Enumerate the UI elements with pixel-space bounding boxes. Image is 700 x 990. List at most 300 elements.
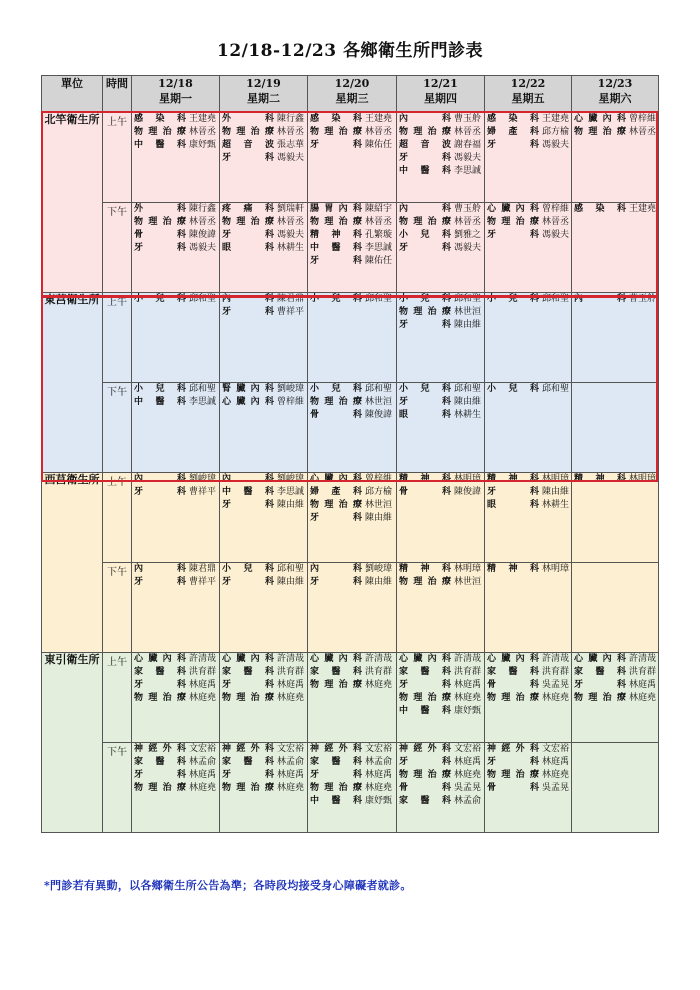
clinic-entry — [397, 473, 484, 486]
clinic-entry — [397, 666, 484, 679]
schedule-cell — [132, 563, 220, 653]
schedule-cell — [132, 113, 220, 203]
clinic-entry — [397, 653, 484, 666]
center-block — [42, 113, 659, 293]
clinic-entry — [397, 306, 484, 319]
department-label: 牙 科 — [487, 140, 539, 150]
time-slot-label: 上午 — [103, 293, 132, 383]
doctor-name: 陳由維 — [542, 487, 570, 497]
doctor-name: 馮毅夫 — [542, 230, 570, 240]
day-weekday: 星期一 — [159, 92, 192, 105]
doctor-name: 陳君鼎 — [189, 564, 217, 574]
doctor-name: 林庭堯 — [454, 770, 482, 780]
clinic-entry — [308, 396, 396, 409]
clinic-entry — [308, 576, 396, 589]
time-slot-label: 上午 — [103, 473, 132, 563]
doctor-name: 邱和聖 — [454, 384, 482, 394]
clinic-entry — [220, 563, 307, 576]
schedule-cell — [397, 113, 485, 203]
department-label: 骨 科 — [399, 783, 451, 793]
doctor-name: 陳俊諱 — [189, 230, 217, 240]
clinic-entry — [308, 679, 396, 692]
clinic-entry — [132, 576, 219, 589]
clinic-entry — [308, 126, 396, 139]
clinic-entry — [132, 653, 219, 666]
day-date: 12/18 — [158, 77, 193, 90]
clinic-entry — [132, 203, 219, 216]
schedule-cell — [132, 383, 220, 473]
time-header: 時間 — [103, 76, 132, 113]
clinic-entry — [132, 229, 219, 242]
department-label: 心臟內科 — [487, 204, 539, 214]
clinic-entry — [220, 666, 307, 679]
schedule-cell — [397, 743, 485, 833]
clinic-entry — [485, 203, 571, 216]
department-label: 物理治療 — [574, 127, 626, 137]
clinic-entry — [220, 203, 307, 216]
department-label: 牙 科 — [134, 680, 186, 690]
clinic-entry — [308, 473, 396, 486]
department-label: 物理治療 — [310, 500, 362, 510]
department-label: 物理治療 — [134, 693, 186, 703]
clinic-entry — [220, 769, 307, 782]
clinic-entry — [308, 756, 396, 769]
schedule-cell — [572, 563, 659, 653]
clinic-entry — [572, 293, 658, 306]
department-label: 物理治療 — [487, 693, 539, 703]
time-slot-label: 上午 — [103, 653, 132, 743]
clinic-entry — [485, 653, 571, 666]
department-label: 物理治療 — [310, 217, 362, 227]
doctor-name: 許清哉 — [365, 654, 393, 664]
doctor-name: 文宏裕 — [542, 744, 570, 754]
doctor-name: 許清哉 — [542, 654, 570, 664]
health-center-name: 東引衛生所 — [42, 653, 103, 833]
department-label: 骨 科 — [134, 230, 186, 240]
doctor-name: 陳行鑫 — [277, 114, 305, 124]
clinic-entry — [485, 563, 571, 576]
department-label: 物理治療 — [310, 783, 362, 793]
schedule-row — [42, 743, 659, 833]
doctor-name: 林庭堯 — [365, 783, 393, 793]
doctor-name: 陳君鼎 — [277, 294, 305, 304]
schedule-cell — [308, 563, 397, 653]
day-header — [572, 76, 659, 113]
doctor-name: 邱和聖 — [189, 294, 217, 304]
doctor-name: 林世洹 — [365, 500, 393, 510]
clinic-entry — [132, 242, 219, 255]
department-label: 神經外科 — [399, 744, 451, 754]
clinic-entry — [397, 743, 484, 756]
doctor-name: 陳由維 — [365, 513, 393, 523]
clinic-entry — [132, 216, 219, 229]
department-label: 牙 科 — [487, 757, 539, 767]
department-label: 心臟內科 — [222, 654, 274, 664]
schedule-cell — [308, 203, 397, 293]
clinic-entry — [220, 293, 307, 306]
doctor-name: 馮毅夫 — [542, 140, 570, 150]
department-label: 中 醫 科 — [310, 243, 362, 253]
clinic-entry — [132, 113, 219, 126]
clinic-entry — [308, 242, 396, 255]
schedule-cell — [485, 113, 572, 203]
department-label: 牙 科 — [222, 500, 274, 510]
clinic-entry — [397, 679, 484, 692]
doctor-name: 洪育群 — [189, 667, 217, 677]
clinic-entry — [220, 756, 307, 769]
department-label: 物理治療 — [399, 217, 451, 227]
doctor-name: 張志華 — [277, 140, 305, 150]
doctor-name: 林庭禹 — [277, 680, 305, 690]
clinic-entry — [397, 242, 484, 255]
schedule-cell — [572, 743, 659, 833]
department-label: 物理治療 — [222, 127, 274, 137]
clinic-entry — [572, 666, 658, 679]
clinic-entry — [220, 113, 307, 126]
clinic-entry — [220, 653, 307, 666]
doctor-name: 邱和聖 — [542, 294, 570, 304]
doctor-name: 曾梓維 — [277, 397, 305, 407]
clinic-entry — [397, 139, 484, 152]
clinic-entry — [485, 769, 571, 782]
clinic-entry — [308, 782, 396, 795]
department-label: 物理治療 — [399, 770, 451, 780]
department-label: 心臟內科 — [399, 654, 451, 664]
department-label: 心臟內科 — [487, 654, 539, 664]
department-label: 物理治療 — [134, 783, 186, 793]
doctor-name: 文宏裕 — [454, 744, 482, 754]
clinic-entry — [397, 486, 484, 499]
schedule-cell — [220, 563, 308, 653]
clinic-entry — [220, 229, 307, 242]
department-label: 物理治療 — [399, 577, 451, 587]
schedule-cell — [308, 383, 397, 473]
doctor-name: 陳俊諱 — [454, 487, 482, 497]
department-label: 腸胃內科 — [310, 204, 362, 214]
schedule-cell — [220, 203, 308, 293]
doctor-name: 王建堯 — [189, 114, 217, 124]
doctor-name: 林明璋 — [454, 474, 482, 484]
center-block — [42, 293, 659, 473]
schedule-cell — [397, 203, 485, 293]
clinic-entry — [132, 756, 219, 769]
clinic-entry — [485, 692, 571, 705]
doctor-name: 林庭堯 — [629, 693, 657, 703]
time-slot-label: 下午 — [103, 563, 132, 653]
doctor-name: 馮毅夫 — [277, 153, 305, 163]
doctor-name: 孔繁璇 — [365, 230, 393, 240]
doctor-name: 邱和聖 — [542, 384, 570, 394]
doctor-name: 劉峻瑋 — [189, 474, 217, 484]
doctor-name: 林晉丞 — [189, 217, 217, 227]
doctor-name: 林孟俞 — [189, 757, 217, 767]
clinic-entry — [397, 383, 484, 396]
department-label: 家 醫 科 — [399, 796, 451, 806]
clinic-entry — [397, 113, 484, 126]
clinic-entry — [308, 795, 396, 808]
clinic-entry — [308, 113, 396, 126]
clinic-entry — [132, 666, 219, 679]
schedule-cell — [485, 473, 572, 563]
schedule-cell — [485, 653, 572, 743]
department-label: 家 醫 科 — [134, 667, 186, 677]
clinic-entry — [220, 306, 307, 319]
clinic-entry — [397, 152, 484, 165]
doctor-name: 康妤甄 — [189, 140, 217, 150]
clinic-entry — [220, 692, 307, 705]
department-label: 婦 產 科 — [487, 127, 539, 137]
clinic-entry — [308, 203, 396, 216]
schedule-row — [42, 113, 659, 203]
department-label: 物理治療 — [134, 217, 186, 227]
doctor-name: 林世洹 — [365, 397, 393, 407]
department-label: 物理治療 — [574, 693, 626, 703]
clinic-entry — [397, 692, 484, 705]
clinic-entry — [308, 666, 396, 679]
clinic-entry — [308, 255, 396, 268]
day-weekday: 星期六 — [598, 92, 632, 105]
department-label: 骨 科 — [399, 487, 451, 497]
department-label: 中 醫 科 — [134, 140, 186, 150]
doctor-name: 邱和聖 — [454, 294, 482, 304]
doctor-name: 馮毅夫 — [454, 243, 482, 253]
department-label: 物理治療 — [222, 783, 274, 793]
schedule-cell — [397, 473, 485, 563]
doctor-name: 林庭禹 — [629, 680, 657, 690]
department-label: 心臟內科 — [574, 114, 626, 124]
doctor-name: 陳佑任 — [365, 256, 393, 266]
schedule-row — [42, 203, 659, 293]
department-label: 牙 科 — [399, 153, 451, 163]
day-header — [397, 76, 485, 113]
clinic-entry — [220, 126, 307, 139]
doctor-name: 林庭禹 — [454, 757, 482, 767]
clinic-entry — [397, 203, 484, 216]
schedule-cell — [572, 473, 659, 563]
department-label: 中 醫 科 — [134, 397, 186, 407]
schedule-cell — [220, 383, 308, 473]
doctor-name: 林孟俞 — [365, 757, 393, 767]
department-label: 家 醫 科 — [310, 667, 362, 677]
doctor-name: 李思誠 — [454, 166, 482, 176]
doctor-name: 陳行鑫 — [189, 204, 217, 214]
time-slot-label: 下午 — [103, 383, 132, 473]
department-label: 外 科 — [222, 114, 274, 124]
clinic-entry — [485, 216, 571, 229]
doctor-name: 洪育群 — [629, 667, 657, 677]
clinic-entry — [220, 679, 307, 692]
doctor-name: 文宏裕 — [277, 744, 305, 754]
day-date: 12/22 — [510, 77, 546, 90]
schedule-cell — [485, 563, 572, 653]
doctor-name: 邱方榆 — [542, 127, 570, 137]
clinic-entry — [220, 743, 307, 756]
clinic-entry — [485, 756, 571, 769]
clinic-entry — [308, 409, 396, 422]
department-label: 小 兒 科 — [310, 384, 362, 394]
time-slot-label: 上午 — [103, 113, 132, 203]
clinic-entry — [397, 795, 484, 808]
clinic-entry — [485, 293, 571, 306]
doctor-name: 李思誠 — [189, 397, 217, 407]
doctor-name: 王建堯 — [629, 204, 657, 214]
clinic-entry — [397, 563, 484, 576]
doctor-name: 陳紹宇 — [365, 204, 393, 214]
clinic-entry — [132, 563, 219, 576]
department-label: 中 醫 科 — [399, 166, 451, 176]
doctor-name: 洪育群 — [542, 667, 570, 677]
day-weekday: 星期四 — [424, 92, 457, 105]
time-slot-label: 下午 — [103, 743, 132, 833]
department-label: 心臟內科 — [134, 654, 186, 664]
clinic-entry — [397, 769, 484, 782]
doctor-name: 劉雅之 — [454, 230, 482, 240]
schedule-cell — [308, 653, 397, 743]
department-label: 牙 科 — [134, 487, 186, 497]
doctor-name: 吳孟晃 — [454, 783, 482, 793]
department-label: 骨 科 — [310, 410, 362, 420]
schedule-cell — [220, 473, 308, 563]
schedule-cell — [572, 113, 659, 203]
clinic-entry — [308, 512, 396, 525]
doctor-name: 林世洹 — [454, 307, 482, 317]
doctor-name: 林庭堯 — [542, 693, 570, 703]
center-block — [42, 473, 659, 653]
schedule-row — [42, 653, 659, 743]
doctor-name: 曹祥平 — [277, 307, 305, 317]
clinic-entry — [397, 576, 484, 589]
schedule-cell — [220, 743, 308, 833]
clinic-entry — [132, 679, 219, 692]
doctor-name: 馮毅夫 — [277, 230, 305, 240]
day-date: 12/20 — [334, 77, 370, 90]
schedule-cell — [572, 293, 659, 383]
department-label: 心臟內科 — [574, 654, 626, 664]
clinic-entry — [397, 126, 484, 139]
doctor-name: 林晉丞 — [277, 217, 305, 227]
clinic-entry — [220, 242, 307, 255]
doctor-name: 曾梓維 — [365, 474, 393, 484]
day-date: 12/19 — [246, 77, 281, 90]
doctor-name: 林耕生 — [542, 500, 570, 510]
department-label: 小 兒 科 — [399, 230, 451, 240]
doctor-name: 謝春福 — [454, 140, 482, 150]
department-label: 牙 科 — [222, 307, 274, 317]
schedule-cell — [308, 473, 397, 563]
doctor-name: 林明璋 — [542, 474, 570, 484]
doctor-name: 林庭禹 — [277, 770, 305, 780]
department-label: 感 染 科 — [134, 114, 186, 124]
department-label: 家 醫 科 — [310, 757, 362, 767]
department-label: 牙 科 — [134, 577, 186, 587]
clinic-entry — [397, 165, 484, 178]
doctor-name: 陳由維 — [277, 500, 305, 510]
department-label: 家 醫 科 — [574, 667, 626, 677]
department-label: 中 醫 科 — [310, 796, 362, 806]
department-label: 內 科 — [222, 474, 274, 484]
doctor-name: 林晉丞 — [454, 217, 482, 227]
clinic-entry — [397, 216, 484, 229]
department-label: 物理治療 — [399, 127, 451, 137]
clinic-entry — [132, 396, 219, 409]
clinic-entry — [485, 139, 571, 152]
doctor-name: 邱和聖 — [277, 564, 305, 574]
department-label: 家 醫 科 — [222, 667, 274, 677]
schedule-cell — [485, 383, 572, 473]
clinic-entry — [220, 139, 307, 152]
department-label: 感 染 科 — [310, 114, 362, 124]
clinic-entry — [308, 293, 396, 306]
doctor-name: 曹玉舲 — [454, 114, 482, 124]
department-label: 感 染 科 — [487, 114, 539, 124]
department-label: 眼 科 — [487, 500, 539, 510]
clinic-entry — [397, 782, 484, 795]
doctor-name: 陳佑任 — [365, 140, 393, 150]
department-label: 超 音 波 — [399, 140, 451, 150]
clinic-entry — [485, 666, 571, 679]
department-label: 神經外科 — [310, 744, 362, 754]
department-label: 內 科 — [399, 114, 451, 124]
department-label: 小 兒 科 — [134, 294, 186, 304]
day-header — [132, 76, 220, 113]
clinic-entry — [220, 473, 307, 486]
department-label: 內 科 — [222, 294, 274, 304]
doctor-name: 曾梓維 — [629, 114, 657, 124]
department-label: 牙 科 — [399, 680, 451, 690]
doctor-name: 林庭禹 — [189, 680, 217, 690]
department-label: 牙 科 — [310, 513, 362, 523]
clinic-entry — [485, 473, 571, 486]
doctor-name: 林庭堯 — [454, 693, 482, 703]
clinic-entry — [397, 229, 484, 242]
schedule-cell — [308, 113, 397, 203]
clinic-entry — [132, 383, 219, 396]
doctor-name: 馮毅夫 — [454, 153, 482, 163]
clinic-entry — [572, 473, 658, 486]
department-label: 小 兒 科 — [487, 294, 539, 304]
department-label: 中 醫 科 — [399, 706, 451, 716]
department-label: 家 醫 科 — [399, 667, 451, 677]
doctor-name: 劉峻瑋 — [277, 384, 305, 394]
doctor-name: 林庭禹 — [365, 770, 393, 780]
department-label: 內 科 — [134, 564, 186, 574]
schedule-row — [42, 563, 659, 653]
department-label: 精 神 科 — [310, 230, 362, 240]
department-label: 牙 科 — [487, 230, 539, 240]
department-label: 精 神 科 — [399, 564, 451, 574]
department-label: 牙 科 — [222, 230, 274, 240]
department-label: 小 兒 科 — [310, 294, 362, 304]
doctor-name: 劉瑞軒 — [277, 204, 305, 214]
clinic-entry — [220, 152, 307, 165]
doctor-name: 林耕生 — [454, 410, 482, 420]
department-label: 小 兒 科 — [134, 384, 186, 394]
clinic-entry — [308, 769, 396, 782]
clinic-entry — [308, 499, 396, 512]
doctor-name: 林晉丞 — [454, 127, 482, 137]
schedule-row — [42, 293, 659, 383]
department-label: 感 染 科 — [574, 204, 626, 214]
department-label: 物理治療 — [222, 693, 274, 703]
day-weekday: 星期二 — [247, 92, 280, 105]
doctor-name: 曹祥平 — [189, 487, 217, 497]
doctor-name: 陳由維 — [277, 577, 305, 587]
doctor-name: 林孟俞 — [277, 757, 305, 767]
doctor-name: 吳孟晃 — [542, 680, 570, 690]
department-label: 精 神 科 — [487, 564, 539, 574]
day-date: 12/21 — [423, 77, 458, 90]
clinic-entry — [308, 486, 396, 499]
